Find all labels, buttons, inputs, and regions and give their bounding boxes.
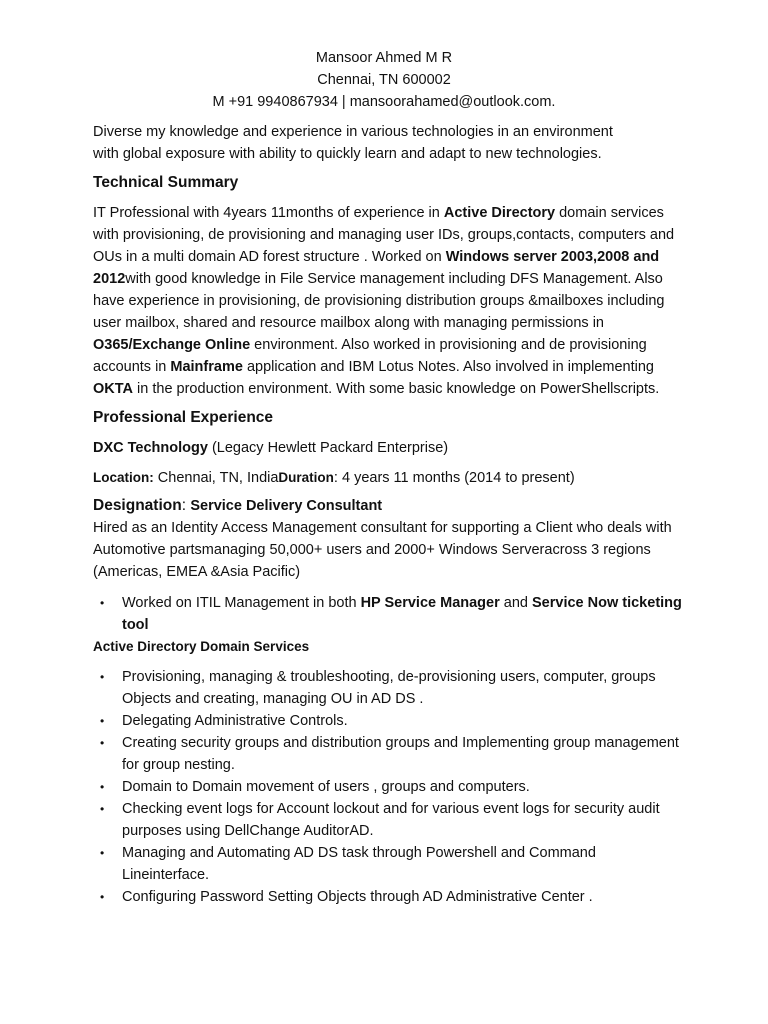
list-item xyxy=(93,842,683,886)
ts-bold-o365: O365/Exchange Online xyxy=(93,337,251,353)
objective-line-1: Diverse my knowledge and experience in various technologies in an environment xyxy=(93,124,613,140)
ts-bold-windows-server: Windows server 2003,2008 and 2012 xyxy=(93,249,660,287)
bullet-icon: • xyxy=(100,736,105,750)
itil-text-1: Worked on ITIL Management in both xyxy=(122,595,361,611)
ts-text-4: environment. Also worked in provisioning and de provisioning accounts in xyxy=(93,337,647,375)
contact-header xyxy=(0,47,768,113)
duration-value: : 4 years 11 months (2014 to present) xyxy=(333,470,575,486)
ts-text-3: with good knowledge in File Service management including DFS Management. Also have experience in provisioning, de provisioning distribution groups &mailboxes including user mailbox, shared and resource mailbox along with managing permissions in xyxy=(93,271,665,331)
ad-ds-item-text: Checking event logs for Account lockout and for various event logs for security audit purposes using DellChange AuditorAD. xyxy=(122,801,660,839)
professional-experience-heading: Professional Experience xyxy=(93,409,274,426)
objective-paragraph xyxy=(93,121,683,165)
designation-label: Designation xyxy=(93,497,182,514)
ad-ds-item-text: Creating security groups and distribution groups and Implementing group management for group nesting. xyxy=(122,735,679,773)
company-note: (Legacy Hewlett Packard Enterprise) xyxy=(207,440,449,456)
itil-text-2: and xyxy=(499,595,532,611)
bullet-icon: • xyxy=(100,846,105,860)
ad-ds-item-text: Delegating Administrative Controls. xyxy=(122,713,348,729)
itil-bold-hp: HP Service Manager xyxy=(360,595,500,611)
ts-text-5: application and IBM Lotus Notes. Also involved in implementing xyxy=(242,359,654,375)
candidate-name: Mansoor Ahmed M R xyxy=(315,50,453,66)
ts-bold-active-directory: Active Directory xyxy=(443,205,556,221)
bullet-icon: • xyxy=(100,802,105,816)
list-item xyxy=(93,886,683,908)
designation-separator: : xyxy=(181,497,191,514)
role-description: Hired as an Identity Access Management consultant for supporting a Client who deals with Automotive partsmanaging 50,000+ users and 2000+ Windows Serveracross 3 regions (Americas, EMEA &Asia Pacific) xyxy=(93,520,672,580)
bullet-icon: • xyxy=(100,780,105,794)
list-item xyxy=(93,732,683,776)
ts-text-1: IT Professional with 4years 11months of experience in xyxy=(93,205,444,221)
bullet-icon: • xyxy=(100,890,105,904)
itil-bold-servicenow: Service Now ticketing tool xyxy=(122,595,682,633)
technical-summary-heading: Technical Summary xyxy=(93,174,239,191)
resume-body xyxy=(93,121,683,908)
location-label: Location: xyxy=(93,470,154,485)
itil-bullet-list xyxy=(93,592,683,636)
list-item xyxy=(93,776,683,798)
list-item xyxy=(93,666,683,710)
candidate-phone-email: M +91 9940867934 | mansoorahamed@outlook.com. xyxy=(212,94,556,110)
ad-ds-item-text: Provisioning, managing & troubleshooting, de-provisioning users, computer, groups Objects and creating, managing OU in AD DS . xyxy=(122,669,656,707)
ad-ds-item-text: Domain to Domain movement of users , groups and computers. xyxy=(122,779,530,795)
ad-ds-item-text: Managing and Automating AD DS task through Powershell and Command Lineinterface. xyxy=(122,845,596,883)
objective-line-2: with global exposure with ability to quickly learn and adapt to new technologies. xyxy=(93,146,602,162)
location-duration-line xyxy=(93,467,683,489)
list-item xyxy=(93,798,683,842)
location-value: Chennai, TN, India xyxy=(153,470,279,486)
list-item xyxy=(93,710,683,732)
candidate-address: Chennai, TN 600002 xyxy=(317,72,451,88)
ad-ds-heading: Active Directory Domain Services xyxy=(93,639,310,654)
list-item xyxy=(93,592,683,636)
bullet-icon: • xyxy=(100,714,105,728)
bullet-icon: • xyxy=(100,596,105,610)
ad-ds-bullet-list xyxy=(93,666,683,908)
technical-summary-paragraph xyxy=(93,202,683,400)
designation-value: Service Delivery Consultant xyxy=(190,498,383,514)
ts-bold-mainframe: Mainframe xyxy=(170,359,243,375)
company-name: DXC Technology xyxy=(93,440,208,456)
company-line xyxy=(93,437,683,459)
ts-bold-okta: OKTA xyxy=(93,381,134,397)
designation-line xyxy=(93,495,683,517)
ad-ds-item-text: Configuring Password Setting Objects through AD Administrative Center . xyxy=(122,889,593,905)
ts-text-2: domain services with provisioning, de provisioning and managing user IDs, groups,contacts, computers and OUs in a multi domain AD forest structure . Worked on xyxy=(93,205,675,265)
ts-text-6: in the production environment. With some basic knowledge on PowerShellscripts. xyxy=(133,381,660,397)
bullet-icon: • xyxy=(100,670,105,684)
duration-label: Duration xyxy=(278,470,334,485)
